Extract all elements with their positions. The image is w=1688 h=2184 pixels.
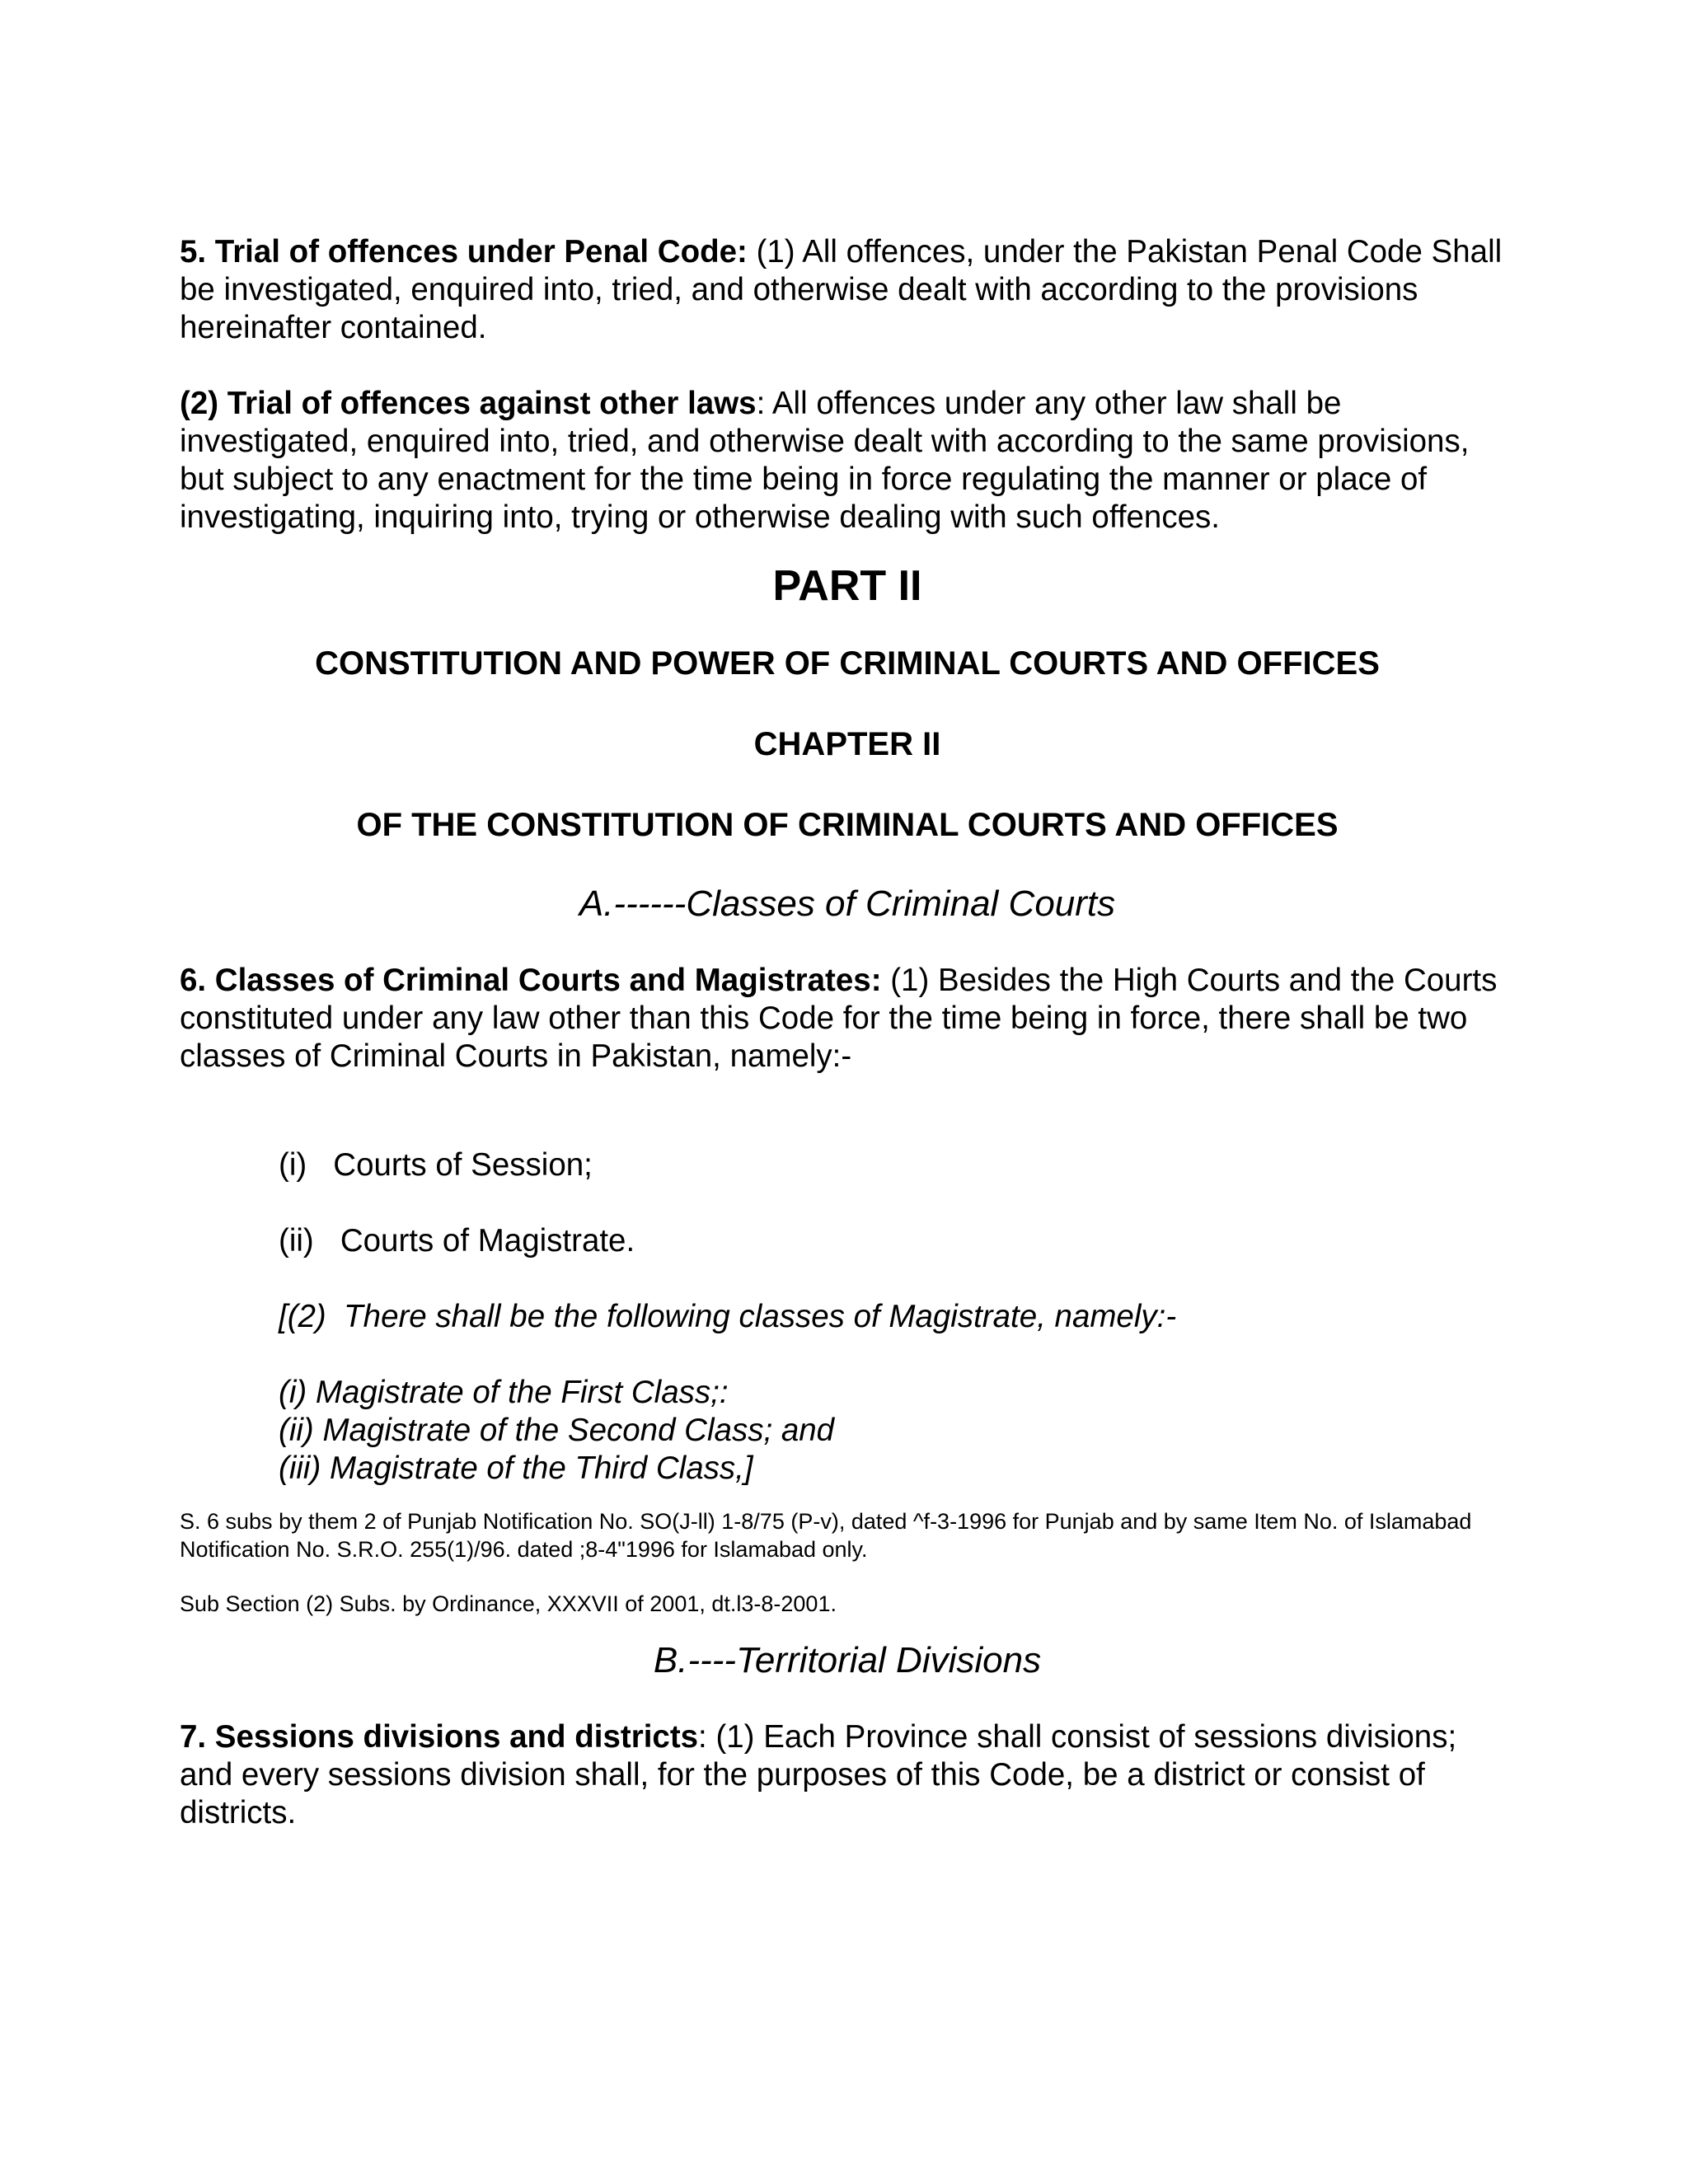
section-5-text: (1) All offences, under the Pakistan Penal Code Shall be investigated, enquired into, tried, and otherwise dealt with according to the provisions hereinafter contained. bbox=[180, 234, 1503, 345]
chapter-heading: CHAPTER II bbox=[753, 726, 941, 762]
section-5-title: 5. Trial of offences under Penal Code: bbox=[180, 234, 748, 269]
section-5-2 bbox=[180, 385, 1515, 537]
section-6 bbox=[180, 962, 1515, 1076]
section-7 bbox=[180, 1718, 1515, 1832]
list-item: (i) Courts of Session; bbox=[279, 1147, 593, 1183]
document-page bbox=[180, 233, 1515, 1832]
part-heading: PART II bbox=[772, 562, 922, 610]
chapter-title: OF THE CONSTITUTION OF CRIMINAL COURTS AND OFFICES bbox=[356, 807, 1339, 843]
subheading-a: A.------Classes of Criminal Courts bbox=[579, 883, 1116, 924]
footnote-1: S. 6 subs by them 2 of Punjab Notification No. SO(J-ll) 1-8/75 (P-v), dated ^f-3-1996 for Punjab and by same Item No. of Islamabad Notification No. S.R.O. 255(1)/96. dated ;8-4"1996 for Islamabad only. bbox=[180, 1509, 1472, 1562]
list-item: (ii) Magistrate of the Second Class; and bbox=[279, 1413, 835, 1448]
list-item: (ii) Courts of Magistrate. bbox=[279, 1223, 635, 1258]
section-7-title: 7. Sessions divisions and districts bbox=[180, 1719, 699, 1755]
subheading-b: B.----Territorial Divisions bbox=[653, 1640, 1042, 1680]
footnote-2: Sub Section (2) Subs. by Ordinance, XXXVII of 2001, dt.l3-8-2001. bbox=[180, 1591, 837, 1616]
list-item: [(2) There shall be the following classes of Magistrate, namely:- bbox=[279, 1299, 1177, 1334]
list-item: (i) Magistrate of the First Class;: bbox=[279, 1375, 729, 1410]
section-6-title: 6. Classes of Criminal Courts and Magistrates: bbox=[180, 963, 882, 998]
section-5-2-text: : All offences under any other law shall be investigated, enquired into, tried, and otherwise dealt with according to the same provisions, but subject to any enactment for the time being in force regulating the manner or place of investigating, inquiring into, trying or otherwise dealing with such offences. bbox=[180, 386, 1470, 535]
section-5-2-title: (2) Trial of offences against other laws bbox=[180, 386, 757, 421]
section-5 bbox=[180, 233, 1515, 347]
list-item: (iii) Magistrate of the Third Class,] bbox=[279, 1451, 753, 1486]
section-6-text: (1) Besides the High Courts and the Courts constituted under any law other than this Code for the time being in force, there shall be two classes of Criminal Courts in Pakistan, namely:- bbox=[180, 963, 1498, 1074]
section-7-text: : (1) Each Province shall consist of sessions divisions; and every sessions division shall, for the purposes of this Code, be a district or consist of districts. bbox=[180, 1719, 1457, 1830]
section-6-list bbox=[180, 1146, 1515, 1488]
part-title: CONSTITUTION AND POWER OF CRIMINAL COURTS AND OFFICES bbox=[315, 645, 1380, 682]
